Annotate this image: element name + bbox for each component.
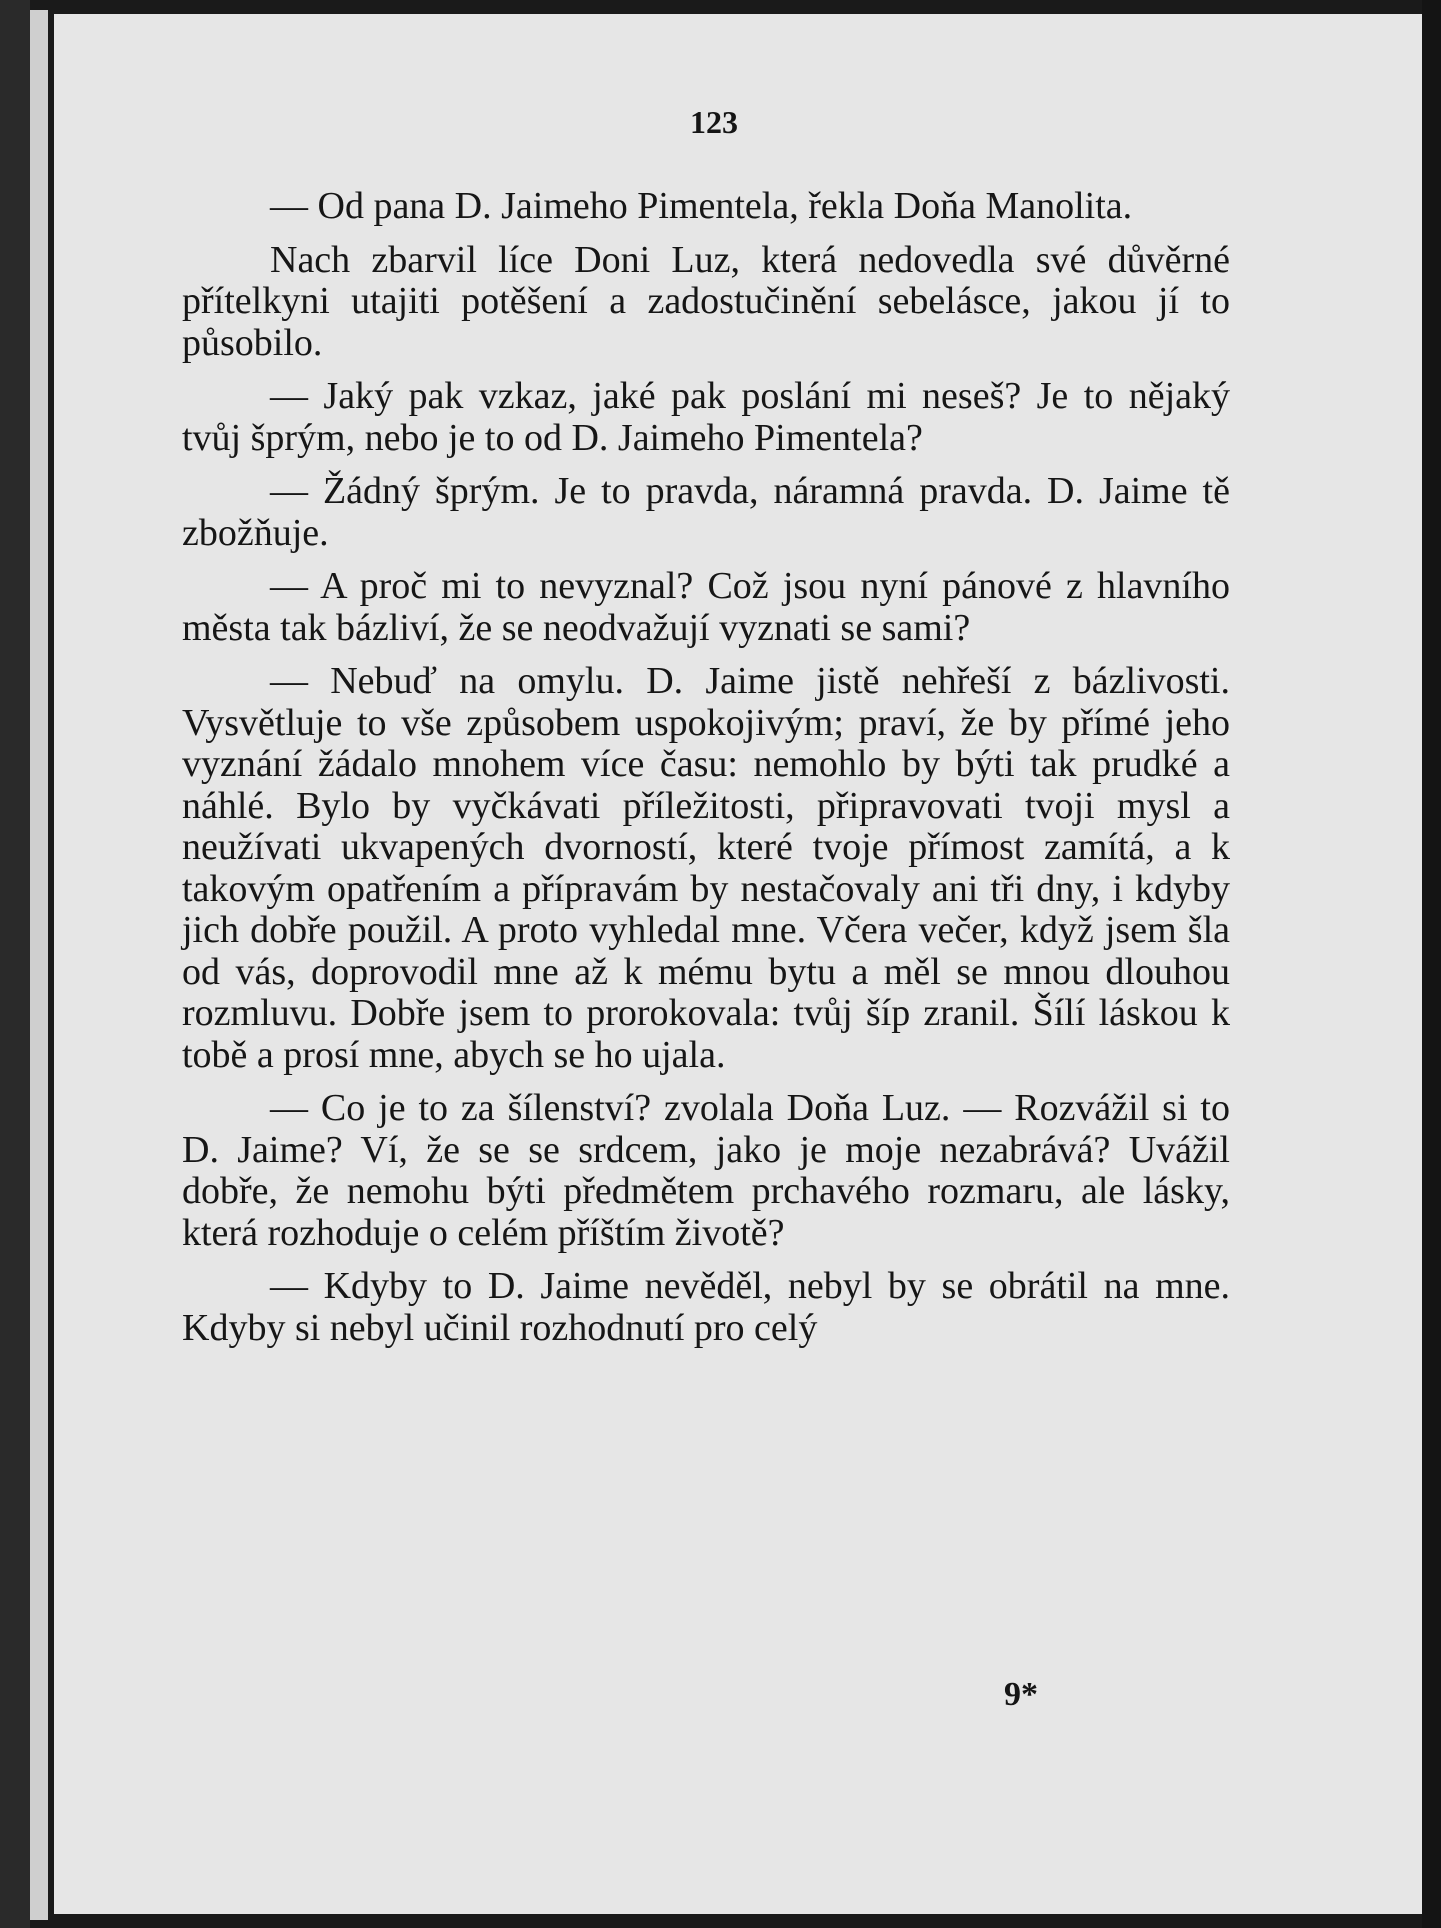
paragraph: — Od pana D. Jaimeho Pimentela, řekla Doňa Manolita. <box>270 185 1133 227</box>
signature-mark: 9* <box>1004 1676 1038 1713</box>
scan-border-left <box>0 0 30 1928</box>
paragraph: Nach zbarvil líce Doni Luz, která nedovedla své důvěrné přítelkyni utajiti potěšení a zadostučinění sebelásce, jakou jí to působilo. <box>182 238 1230 364</box>
page-number: 123 <box>690 104 738 140</box>
scan-border-right <box>1422 0 1441 1928</box>
paragraph: — A proč mi to nevyznal? Což jsou nyní pánové z hlavního města tak bázliví, že se neodvažují vyznati se sami? <box>182 565 1230 649</box>
paragraph: — Žádný šprým. Je to pravda, náramná pravda. D. Jaime tě zbožňuje. <box>182 470 1230 554</box>
paragraph: — Co je to za šílenství? zvolala Doňa Luz. — Rozvážil si to D. Jaime? Ví, že se se srdcem, jako je moje nezabrává? Uvážil dobře, že nemohu býti předmětem prchavého rozmaru, ale lásky, která rozhoduje o celém příštím životě? <box>182 1087 1230 1254</box>
paragraph: — Kdyby to D. Jaime nevěděl, nebyl by se obrátil na mne. Kdyby si nebyl učinil rozhodnutí pro celý <box>182 1265 1230 1349</box>
paragraph: — Jaký pak vzkaz, jaké pak poslání mi neseš? Je to nějaký tvůj šprým, nebo je to od D. Jaimeho Pimentela? <box>182 375 1230 459</box>
book-page <box>54 14 1422 1914</box>
page-text <box>182 186 1230 1361</box>
previous-page-edge <box>30 10 48 1920</box>
paragraph: — Nebuď na omylu. D. Jaime jistě nehřeší z bázlivosti. Vysvětluje to vše způsobem uspokojivým; praví, že by přímé jeho vyznání žádalo mnohem více času: nemohlo by býti tak prudké a náhlé. Bylo by vyčkávati příležitosti, připravovati tvoji mysl a neužívati ukvapených dvorností, které tvoje přímost zamítá, a k takovým opatřením a přípravám by nestačovaly ani tři dny, i kdyby jich dobře použil. A proto vyhledal mne. Včera večer, když jsem šla od vás, doprovodil mne až k mému bytu a měl se mnou dlouhou rozmluvu. Dobře jsem to prorokovala: tvůj šíp zranil. Šílí láskou k tobě a prosí mne, abych se ho ujala. <box>182 660 1230 1076</box>
